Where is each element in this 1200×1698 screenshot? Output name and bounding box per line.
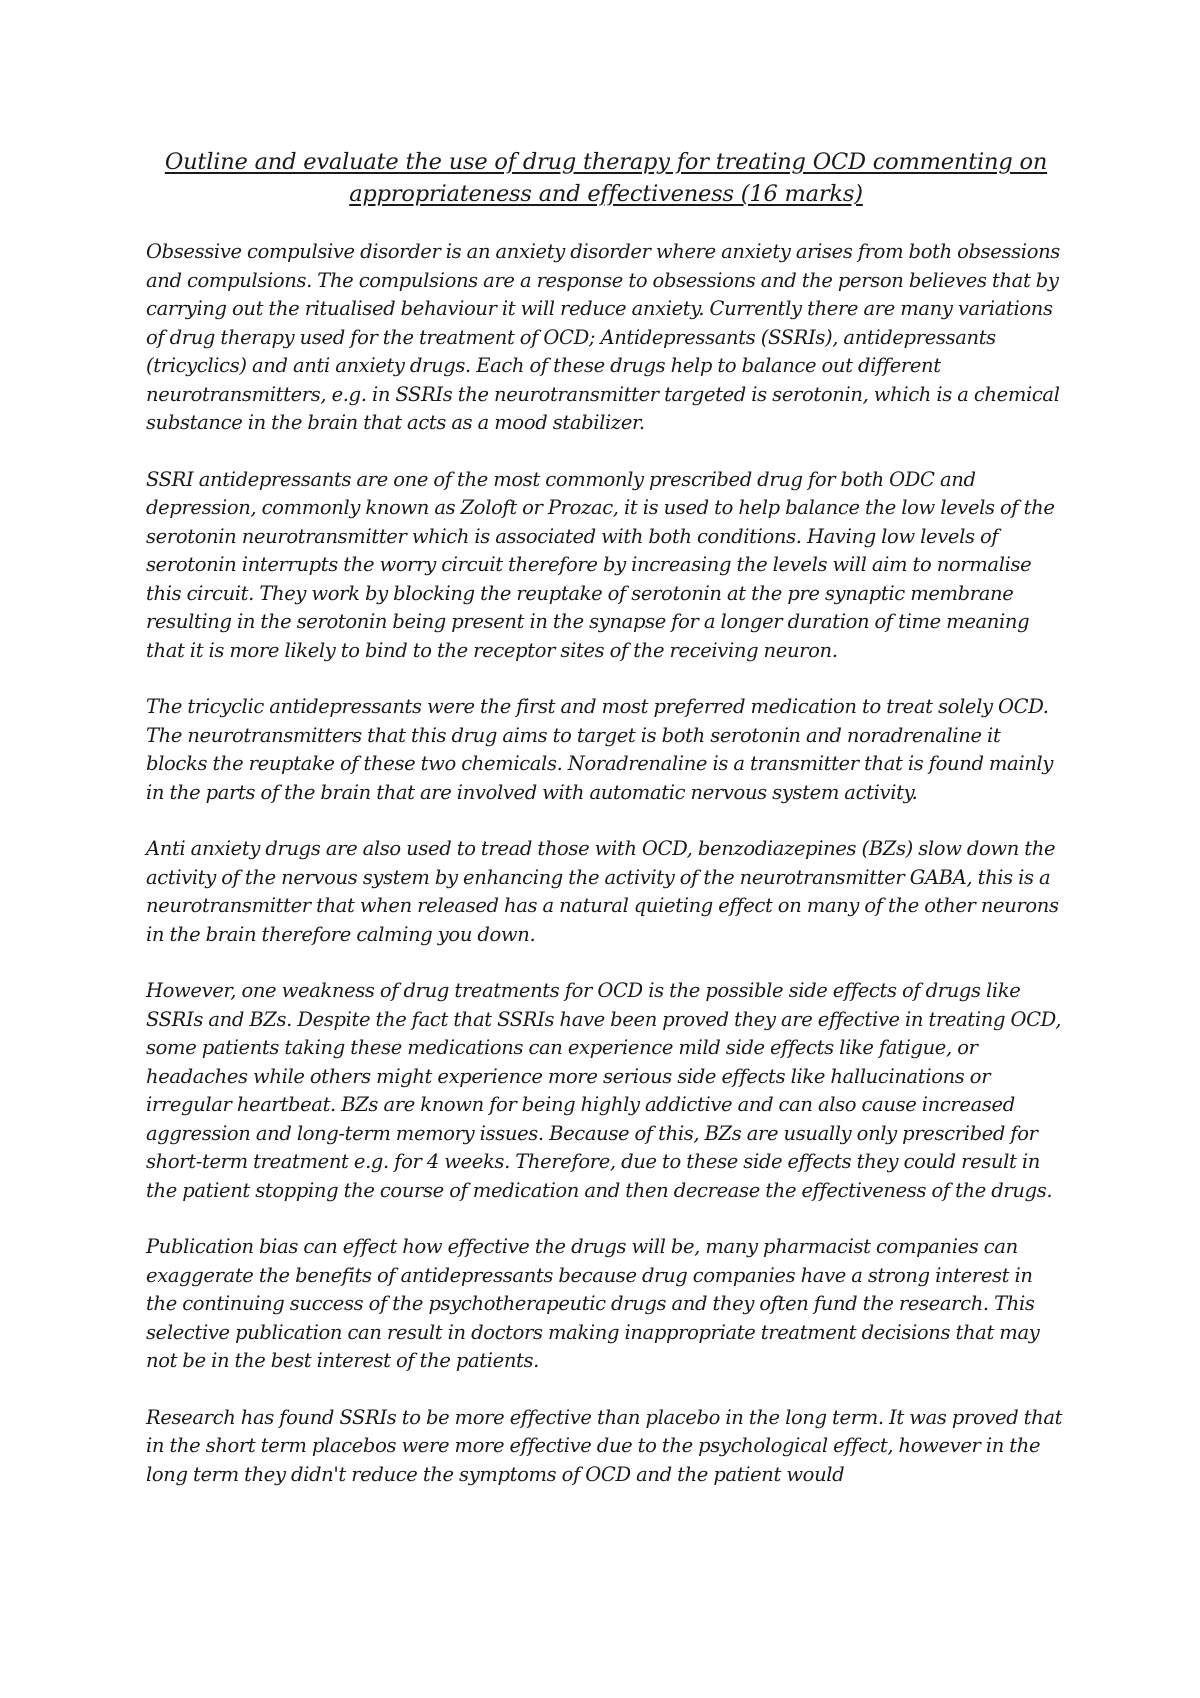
document-title: Outline and evaluate the use of drug therapy for treating OCD commenting on appropriateness and effectiveness (16 marks) [164, 149, 1048, 207]
paragraph-publication-bias: Publication bias can effect how effective the drugs will be, many pharmacist companies can exaggerate the benefits of antidepressants because drug companies have a strong interest in the continuing success of the psychotherapeutic drugs and they often fund the research. This selective publication can result in doctors making inappropriate treatment decisions that may not be in the best interest of the patients. [146, 1235, 1040, 1372]
document-body [146, 146, 1066, 1517]
paragraph-side-effects: However, one weakness of drug treatments for OCD is the possible side effects of drugs like SSRIs and BZs. Despite the fact that SSRIs have been proved they are effective in treating OCD, some patients taking these medications can experience mild side effects like fatigue, or headaches while others might experience more serious side effects like hallucinations or irregular heartbeat. BZs are known for being highly addictive and can also cause increased aggression and long-term memory issues. Because of this, BZs are usually only prescribed for short-term treatment e.g. for 4 weeks. Therefore, due to these side effects they could result in the patient stopping the course of medication and then decrease the effectiveness of the drugs. [146, 979, 1062, 1202]
paragraph-placebo-research: Research has found SSRIs to be more effective than placebo in the long term. It was proved that in the short term placebos were more effective due to the psychological effect, however in the long term they didn't reduce the symptoms of OCD and the patient would [146, 1405, 1063, 1486]
paragraph-introduction: Obsessive compulsive disorder is an anxiety disorder where anxiety arises from both obsessions and compulsions. The compulsions are a response to obsessions and the person believes that by carrying out the ritualised behaviour it will reduce anxiety. Currently there are many variations of drug therapy used for the treatment of OCD; Antidepressants (SSRIs), antidepressants (tricyclics) and anti anxiety drugs. Each of these drugs help to balance out different neurotransmitters, e.g. in SSRIs the neurotransmitter targeted is serotonin, which is a chemical substance in the brain that acts as a mood stabilizer. [146, 240, 1060, 434]
paragraph-tricyclic: The tricyclic antidepressants were the first and most preferred medication to treat solely OCD. The neurotransmitters that this drug aims to target is both serotonin and noradrenaline it blocks the reuptake of these two chemicals. Noradrenaline is a transmitter that is found mainly in the parts of the brain that are involved with automatic nervous system activity. [146, 695, 1053, 804]
paragraph-ssri: SSRI antidepressants are one of the most commonly prescribed drug for both ODC and depression, commonly known as Zoloft or Prozac, it is used to help balance the low levels of the serotonin neurotransmitter which is associated with both conditions. Having low levels of serotonin interrupts the worry circuit therefore by increasing the levels will aim to normalise this circuit. They work by blocking the reuptake of serotonin at the pre synaptic membrane resulting in the serotonin being present in the synapse for a longer duration of time meaning that it is more likely to bind to the receptor sites of the receiving neuron. [146, 467, 1055, 662]
paragraph-anti-anxiety: Anti anxiety drugs are also used to tread those with OCD, benzodiazepines (BZs) slow down the activity of the nervous system by enhancing the activity of the neurotransmitter GABA, this is a neurotransmitter that when released has a natural quieting effect on many of the other neurons in the brain therefore calming you down. [146, 837, 1059, 946]
